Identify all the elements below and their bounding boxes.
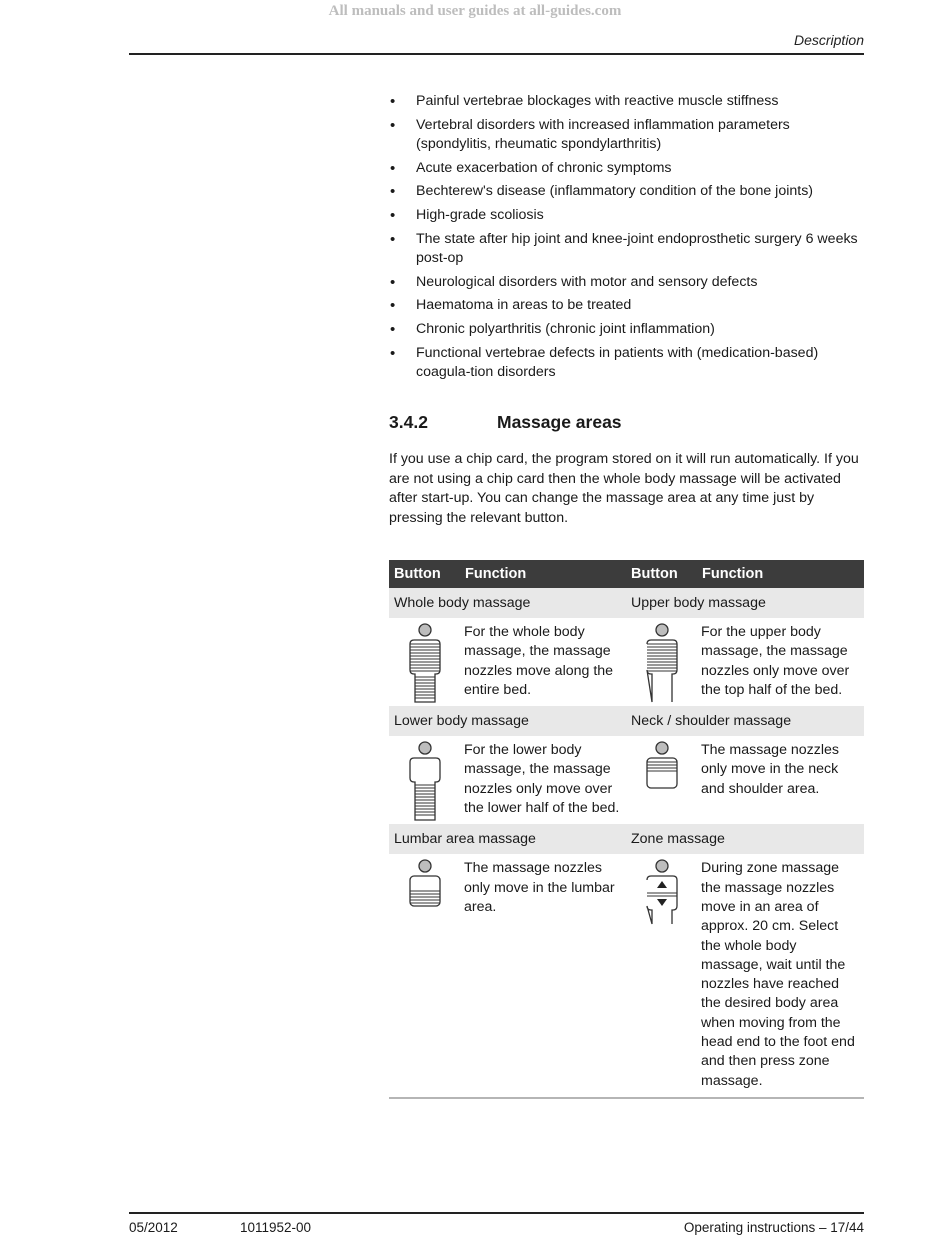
button-cell (626, 618, 697, 706)
list-item: • Functional vertebrae defects in patients with (medication-based) coagula-tion disorders (389, 344, 864, 382)
list-item: • Haematoma in areas to be treated (389, 296, 864, 315)
table-row (389, 736, 864, 824)
neck-shoulder-button-icon (642, 740, 682, 822)
contraindication-list (389, 92, 864, 387)
button-cell (626, 736, 697, 824)
section-number: 3.4.2 (389, 412, 428, 432)
intro-paragraph: If you use a chip card, the program stored on it will run automatically. If you are not using a chip card then the whole body massage will be activated after start-up. You can change the massage area at any time just by pressing the relevant button. (389, 451, 859, 526)
section-title: Massage areas (497, 412, 622, 432)
header-rule (129, 53, 864, 55)
lower-body-button-icon (405, 740, 445, 822)
footer-date: 05/2012 (129, 1220, 178, 1235)
lumbar-button-icon (405, 858, 445, 940)
area-label: Upper body massage (626, 588, 864, 618)
function-description: The massage nozzles only move in the lumbar area. (464, 860, 615, 915)
upper-body-button-icon (642, 622, 682, 704)
table-label-row (389, 706, 864, 736)
footer-page-info: Operating instructions – 17/44 (683, 1220, 864, 1235)
function-description: The massage nozzles only move in the neck and shoulder area. (701, 742, 840, 797)
footer-doc-number: 1011952-00 (240, 1220, 312, 1235)
massage-areas-table (389, 560, 864, 1099)
footer-rule (129, 1212, 864, 1214)
list-item: • Bechterew's disease (inflammatory condition of the bone joints) (389, 182, 864, 201)
column-header: Button (626, 560, 697, 588)
function-description: During zone massage the massage nozzles move in an area of approx. 20 cm. Select the whole body massage, wait until the nozzles have reached the desired body area when moving from the head end to the foot end and then press zone massage. (701, 860, 855, 1089)
function-description: For the upper body massage, the massage nozzles only move over the top half of the bed. (701, 624, 850, 698)
whole-body-button-icon (405, 622, 445, 704)
button-cell (389, 618, 460, 706)
list-item: • The state after hip joint and knee-joint endoprosthetic surgery 6 weeks post-op (389, 230, 864, 268)
table-row (389, 854, 864, 1098)
area-label: Whole body massage (389, 588, 626, 618)
list-item: • Chronic polyarthritis (chronic joint inflammation) (389, 320, 864, 339)
area-label: Lower body massage (389, 706, 626, 736)
list-item: • Vertebral disorders with increased inflammation parameters (spondylitis, rheumatic spondylarthritis) (389, 116, 864, 154)
zone-button-icon (642, 858, 682, 940)
table-header-row (389, 560, 864, 588)
section-heading (389, 412, 622, 433)
button-cell (389, 736, 460, 824)
column-header: Function (697, 560, 864, 588)
column-header: Button (389, 560, 460, 588)
area-label: Lumbar area massage (389, 824, 626, 854)
list-item: • Acute exacerbation of chronic symptoms (389, 159, 864, 178)
table-label-row (389, 588, 864, 618)
button-cell (389, 854, 460, 1098)
column-header: Function (460, 560, 626, 588)
button-cell (626, 854, 697, 1098)
watermark: All manuals and user guides at all-guides.com (328, 3, 622, 19)
header-section-label: Description (793, 32, 864, 48)
table-label-row (389, 824, 864, 854)
area-label: Neck / shoulder massage (626, 706, 864, 736)
table-row (389, 618, 864, 706)
list-item: • High-grade scoliosis (389, 206, 864, 225)
area-label: Zone massage (626, 824, 864, 854)
function-description: For the lower body massage, the massage nozzles only move over the lower half of the bed. (464, 742, 620, 817)
list-item: • Painful vertebrae blockages with reactive muscle stiffness (389, 92, 864, 111)
list-item: • Neurological disorders with motor and sensory defects (389, 273, 864, 292)
function-description: For the whole body massage, the massage nozzles move along the entire bed. (464, 624, 614, 698)
